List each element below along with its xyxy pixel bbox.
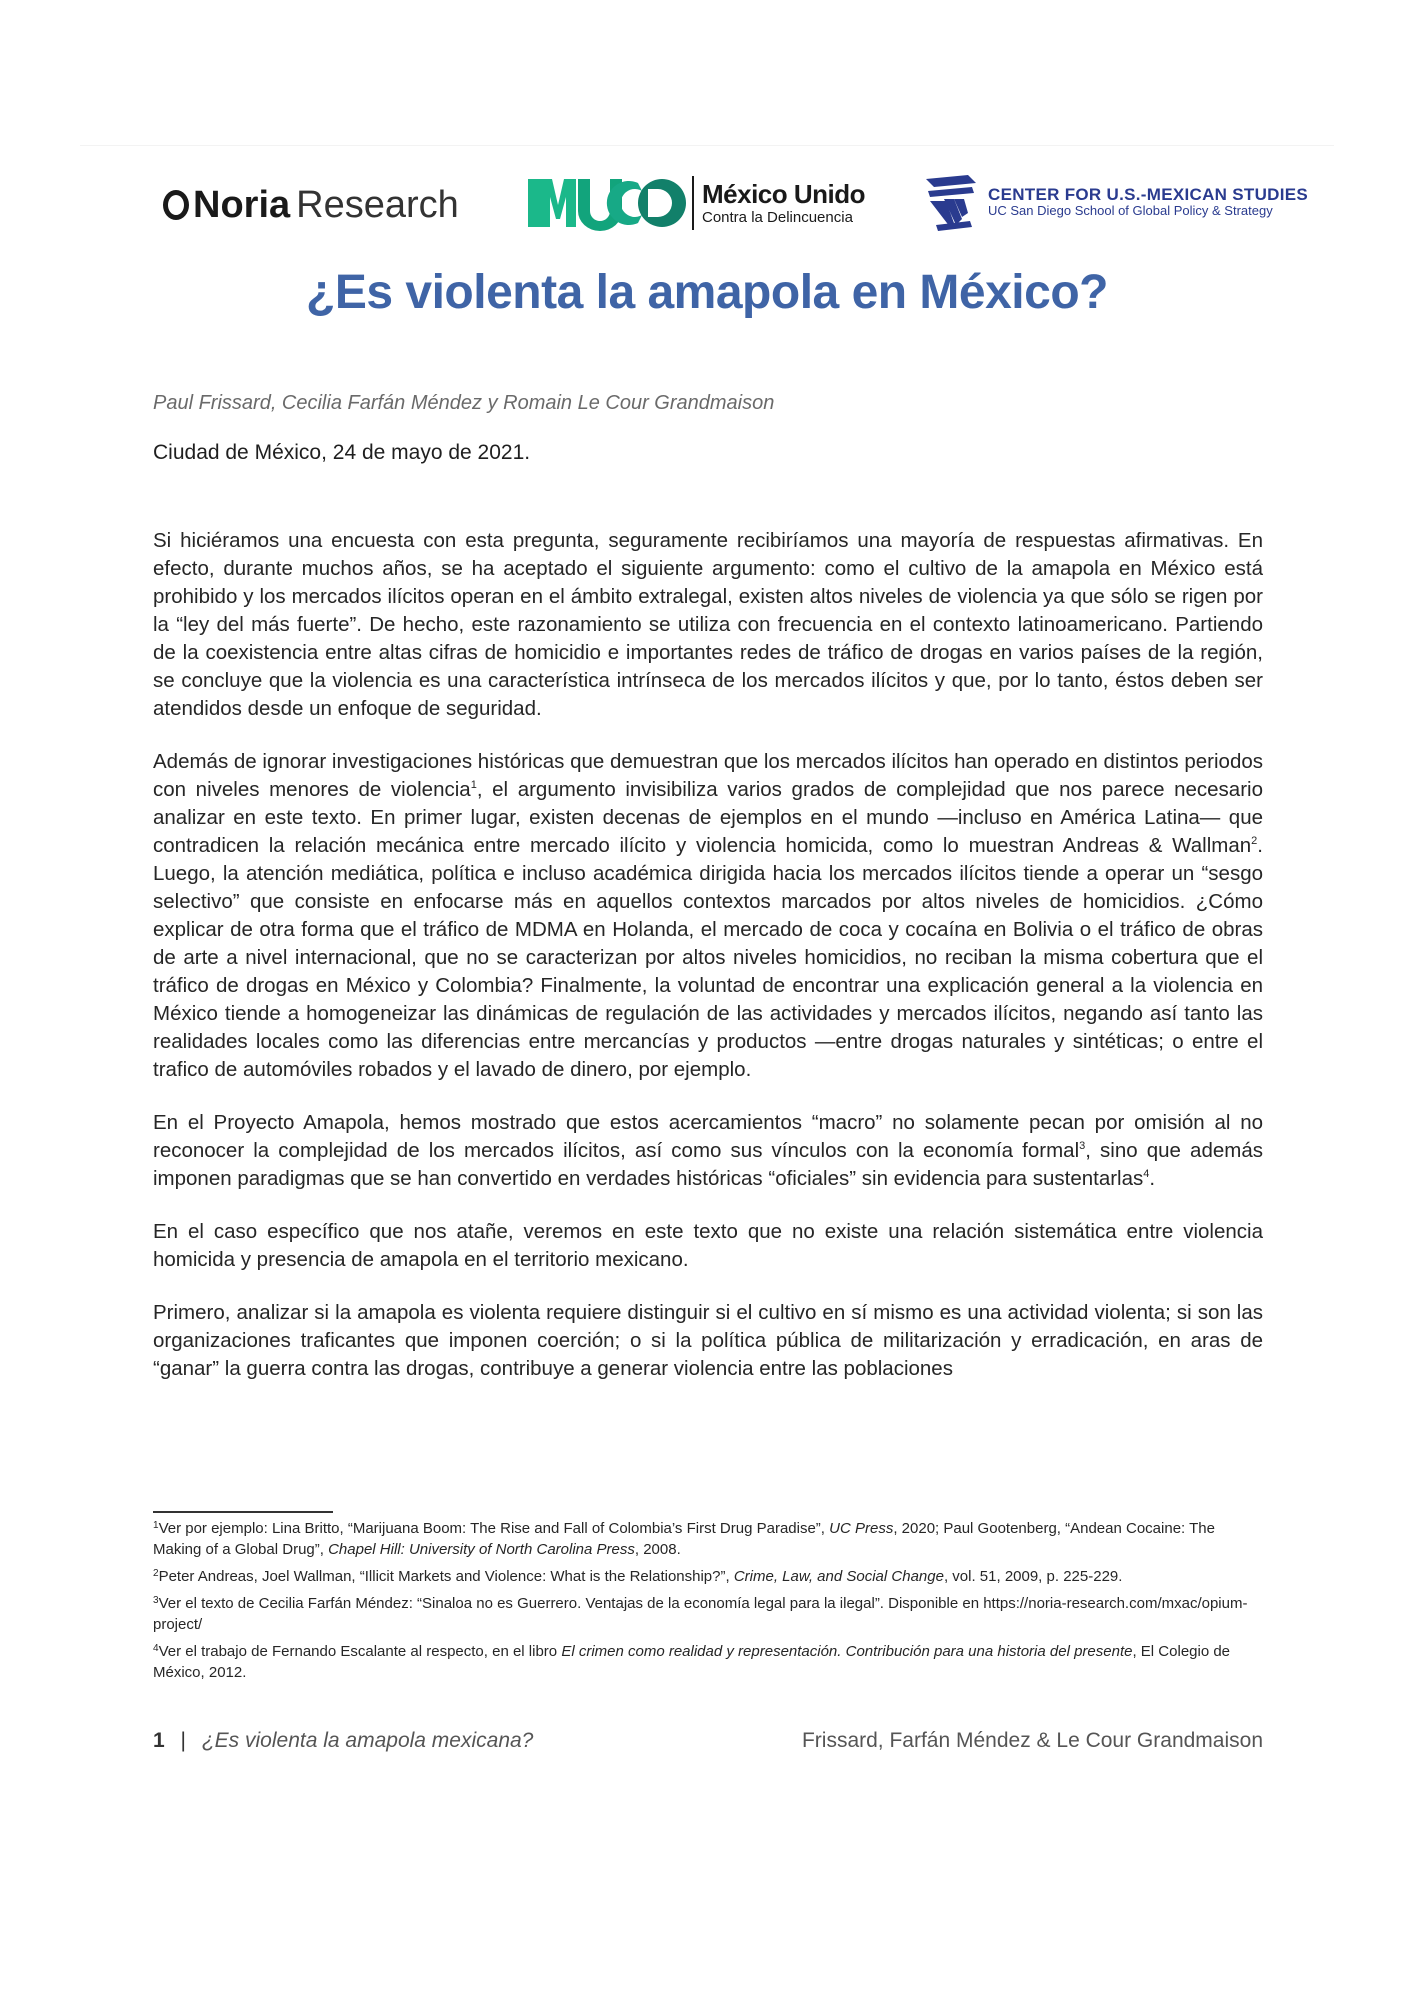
- footnote-4: [153, 1641, 1263, 1683]
- footnotes: [153, 1518, 1263, 1689]
- mucd-logo: [528, 172, 865, 234]
- paragraph-2: [153, 748, 1263, 1084]
- header-rule: [80, 145, 1334, 146]
- footer-document-title: ¿Es violenta la amapola mexicana?: [201, 1729, 534, 1752]
- footnote-ref-2: 2: [1251, 835, 1258, 847]
- usmex-wordmark: [988, 186, 1308, 217]
- footnote-4-book-title: El crimen como realidad y representación. Contribución para una historia del presente: [561, 1643, 1133, 1660]
- noria-logo-bold: Noria: [193, 183, 291, 226]
- footnote-ref-3: 3: [1079, 1140, 1086, 1152]
- paragraph-2-part-a: Además de ignorar investigaciones históricas que demuestran que los mercados ilícitos han operado en distintos periodos con niveles menores de violencia: [153, 750, 1263, 801]
- footnote-4-text: Ver el trabajo de Fernando Escalante al respecto, en el libro: [158, 1643, 562, 1660]
- paragraph-3: [153, 1109, 1263, 1193]
- usmex-name: CENTER FOR U.S.-MEXICAN STUDIES: [988, 185, 1309, 205]
- paragraph-3-part-b: , sino que además imponen paradigmas que se han convertido en verdades históricas “oficiales” sin evidencia para sustentarlas: [153, 1139, 1263, 1190]
- footer-authors: Frissard, Farfán Méndez & Le Cour Grandmaison: [801, 1729, 1263, 1752]
- mucd-wordmark: [702, 181, 865, 225]
- footnote-1-text: Ver por ejemplo: Lina Britto, “Marijuana Boom: The Rise and Fall of Colombia’s First Drug Paradise”,: [158, 1520, 830, 1537]
- footnote-2-journal: Crime, Law, and Social Change: [733, 1568, 944, 1585]
- page-number: 1: [153, 1729, 165, 1752]
- usmex-center-logo: [924, 172, 1308, 232]
- paragraph-4: En el caso específico que nos atañe, veremos en este texto que no existe una relación sistemática entre violencia homicida y presencia de amapola en el territorio mexicano.: [153, 1220, 1263, 1271]
- authors-line: Paul Frissard, Cecilia Farfán Méndez y Romain Le Cour Grandmaison: [153, 392, 775, 414]
- footnote-1-text-end: , 2008.: [634, 1541, 681, 1558]
- footnote-ref-1: 1: [470, 779, 477, 791]
- mucd-mark-icon: [528, 175, 688, 231]
- dateline: Ciudad de México, 24 de mayo de 2021.: [153, 441, 531, 464]
- footnote-3-number: 3: [153, 1595, 159, 1606]
- footnote-1: [153, 1518, 1263, 1560]
- usmex-shield-icon: [924, 173, 978, 231]
- paragraph-2-part-c: . Luego, la atención mediática, política e incluso académica dirigida hacia los mercados ilícitos tiende a operar un “sesgo selectivo” que consiste en enfocarse más en aquellos contextos marcados por altos niveles de homicidios. ¿Cómo explicar de otra forma que el tráfico de MDMA en Holanda, el mercado de coca y cocaína en Bolivia o el tráfico de obras de arte a nivel internacional, que no se caracterizan por altos niveles homicidios, no reciban la misma cobertura que el tráfico de drogas en México y Colombia? Finalmente, la voluntad de encontrar una explicación general a la violencia en México tiende a homogeneizar las dinámicas de regulación de las actividades y mercados ilícitos, negando así tanto las realidades locales como las diferencias entre mercancías y productos —entre drogas naturales y sintéticas; o entre el trafico de automóviles robados y el lavado de dinero, por ejemplo.: [153, 834, 1263, 1081]
- footnote-2-number: 2: [153, 1568, 159, 1579]
- noria-ring-icon: [163, 190, 189, 220]
- paragraph-3-part-a: En el Proyecto Amapola, hemos mostrado que estos acercamientos “macro” no solamente pecan por omisión al no reconocer la complejidad de los mercados ilícitos, así como sus vínculos con la economía formal: [153, 1111, 1263, 1162]
- footnote-2-text: Peter Andreas, Joel Wallman, “Illicit Markets and Violence: What is the Relationship?”,: [158, 1568, 734, 1585]
- footnote-1-publisher-1: UC Press: [829, 1520, 894, 1537]
- footnote-4-number: 4: [153, 1643, 159, 1654]
- usmex-subtitle: UC San Diego School of Global Policy & Strategy: [988, 203, 1273, 219]
- footnote-1-number: 1: [153, 1520, 159, 1531]
- mucd-subtitle: Contra la Delincuencia: [702, 209, 853, 226]
- footnote-3: [153, 1593, 1263, 1635]
- footer-separator: |: [180, 1729, 186, 1752]
- paragraph-3-part-c: .: [1149, 1167, 1156, 1190]
- footnote-3-text: Ver el texto de Cecilia Farfán Méndez: “Sinaloa no es Guerrero. Ventajas de la economía legal para la ilegal”. Disponible en https://noria-research.com/mxac/opium-project/: [153, 1595, 1248, 1633]
- footnote-2-text-end: , vol. 51, 2009, p. 225-229.: [943, 1568, 1123, 1585]
- footnote-2: [153, 1566, 1263, 1587]
- mucd-separator: [692, 176, 694, 230]
- paragraph-1: Si hiciéramos una encuesta con esta pregunta, seguramente recibiríamos una mayoría de respuestas afirmativas. En efecto, durante muchos años, se ha aceptado el siguiente argumento: como el cultivo de la amapola en México está prohibido y los mercados ilícitos operan en el ámbito extralegal, existen altos niveles de violencia ya que sólo se rigen por la “ley del más fuerte”. De hecho, este razonamiento se utiliza con frecuencia en el contexto latinoamericano. Partiendo de la coexistencia entre altas cifras de homicidio e importantes redes de tráfico de drogas en varios países de la región, se concluye que la violencia es una característica intrínseca de los mercados ilícitos y que, por lo tanto, éstos deben ser atendidos desde un enfoque de seguridad.: [153, 529, 1263, 720]
- noria-research-logo: [163, 180, 459, 230]
- footer-left: [153, 1729, 533, 1753]
- footnote-1-text-mid: , 2020; Paul Gootenberg, “Andean Cocaine: The Making of a Global Drug”,: [153, 1520, 1215, 1558]
- mucd-name: México Unido: [702, 179, 866, 209]
- paragraph-2-part-b: , el argumento invisibiliza varios grados de complejidad que nos parece necesario analizar en este texto. En primer lugar, existen decenas de ejemplos en el mundo —incluso en América Latina— que contradicen la relación mecánica entre mercado ilícito y violencia homicida, como lo muestran Andreas & Wallman: [153, 778, 1263, 857]
- footnote-rule: [153, 1511, 333, 1513]
- article-body: [153, 527, 1263, 1383]
- footnote-ref-4: 4: [1143, 1168, 1150, 1180]
- noria-logo-light: Research: [296, 183, 459, 226]
- footnote-1-publisher-2: Chapel Hill: University of North Carolina Press: [328, 1541, 635, 1558]
- document-title: ¿Es violenta la amapola en México?: [306, 266, 1108, 319]
- paragraph-5: Primero, analizar si la amapola es violenta requiere distinguir si el cultivo en sí mismo es una actividad violenta; si son las organizaciones traficantes que imponen coerción; o si la política pública de militarización y erradicación, en aras de “ganar” la guerra contra las drogas, contribuye a generar violencia entre las poblaciones: [153, 1301, 1263, 1380]
- footnote-4-text-end: , El Colegio de México, 2012.: [153, 1643, 1231, 1681]
